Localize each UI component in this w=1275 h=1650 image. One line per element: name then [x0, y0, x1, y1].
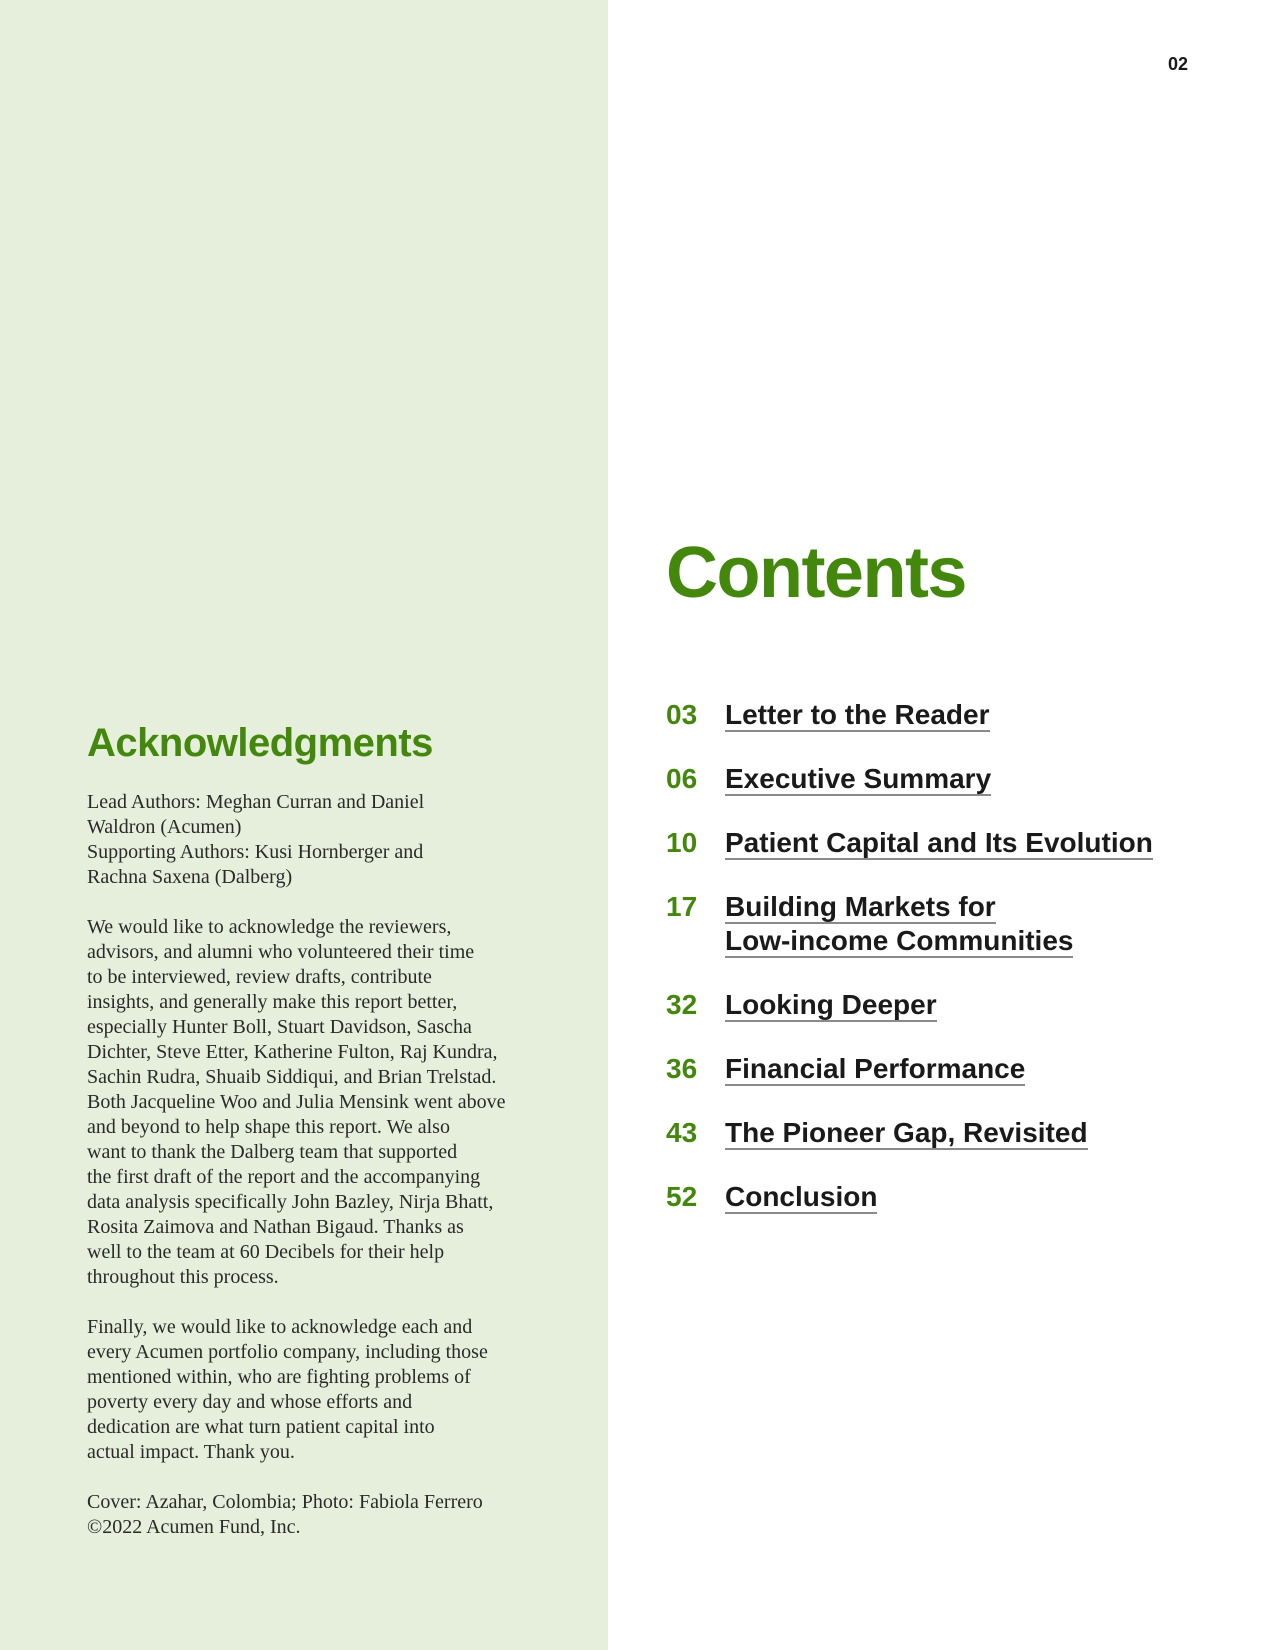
paragraph-line: Both Jacqueline Woo and Julia Mensink went above — [87, 1091, 506, 1113]
credits-line: Cover: Azahar, Colombia; Photo: Fabiola Ferrero — [87, 1491, 483, 1513]
toc-page-number: 43 — [666, 1117, 698, 1148]
toc-link-line — [725, 1116, 1088, 1150]
toc-link-text: Conclusion — [725, 1181, 878, 1212]
credits-text — [87, 1490, 567, 1540]
toc-link-line — [725, 890, 1073, 924]
toc-item-looking-deeper — [666, 988, 1226, 1022]
toc-link-conclusion[interactable] — [725, 1180, 877, 1214]
toc-link-line — [725, 762, 991, 796]
toc-link-looking-deeper[interactable] — [725, 988, 937, 1022]
paragraph-line: every Acumen portfolio company, including those — [87, 1341, 488, 1363]
paragraph-line: Finally, we would like to acknowledge each and — [87, 1316, 473, 1338]
toc-link-letter-to-the-reader[interactable] — [725, 698, 990, 732]
paragraph-line: well to the team at 60 Decibels for their help — [87, 1241, 445, 1263]
authors-text — [87, 790, 567, 890]
toc-link-text: Executive Summary — [725, 763, 992, 794]
toc-link-line — [725, 924, 1073, 958]
table-of-contents — [666, 698, 1226, 1244]
toc-link-text: Letter to the Reader — [725, 699, 990, 730]
toc-page-number: 17 — [666, 891, 698, 922]
authors-line: Waldron (Acumen) — [87, 816, 242, 838]
authors-line: Supporting Authors: Kusi Hornberger and — [87, 841, 424, 863]
toc-link-line — [725, 698, 990, 732]
toc-page-number: 06 — [666, 763, 698, 794]
acknowledgments-paragraph-1 — [87, 915, 567, 1290]
acknowledgments-section — [87, 718, 567, 1565]
paragraph-line: Sachin Rudra, Shuaib Siddiqui, and Brian Trelstad. — [87, 1066, 497, 1088]
paragraph-line: advisors, and alumni who volunteered their time — [87, 941, 475, 963]
paragraph-line: data analysis specifically John Bazley, Nirja Bhatt, — [87, 1191, 494, 1213]
paragraph-line: the first draft of the report and the accompanying — [87, 1166, 481, 1188]
toc-link-building-markets[interactable] — [725, 890, 1073, 958]
toc-link-text: The Pioneer Gap, Revisited — [725, 1117, 1088, 1148]
paragraph-line: especially Hunter Boll, Stuart Davidson, Sascha — [87, 1016, 472, 1038]
toc-link-line — [725, 826, 1153, 860]
toc-link-text: Patient Capital and Its Evolution — [725, 827, 1153, 858]
toc-page-number: 36 — [666, 1053, 698, 1084]
toc-item-pioneer-gap — [666, 1116, 1226, 1150]
paragraph-line: dedication are what turn patient capital into — [87, 1416, 435, 1438]
paragraph-line: actual impact. Thank you. — [87, 1441, 295, 1463]
toc-link-text: Financial Performance — [725, 1053, 1026, 1084]
contents-section — [666, 528, 1226, 1212]
toc-link-pioneer-gap[interactable] — [725, 1116, 1088, 1150]
acknowledgments-paragraph-2 — [87, 1315, 567, 1465]
paragraph-line: to be interviewed, review drafts, contribute — [87, 966, 432, 988]
toc-item-executive-summary — [666, 762, 1226, 796]
paragraph-line: insights, and generally make this report better, — [87, 991, 458, 1013]
paragraph-line: want to thank the Dalberg team that supported — [87, 1141, 458, 1163]
toc-item-building-markets — [666, 890, 1226, 958]
authors-line: Lead Authors: Meghan Curran and Daniel — [87, 791, 425, 813]
toc-link-text: Low-income Communities — [725, 925, 1074, 956]
paragraph-line: mentioned within, who are fighting problems of — [87, 1366, 471, 1388]
toc-link-patient-capital[interactable] — [725, 826, 1153, 860]
paragraph-line: poverty every day and whose efforts and — [87, 1391, 413, 1413]
page-number: 02 — [1167, 54, 1188, 74]
toc-link-line — [725, 1052, 1025, 1086]
authors-line: Rachna Saxena (Dalberg) — [87, 866, 293, 888]
toc-link-line — [725, 1180, 877, 1214]
toc-page-number: 32 — [666, 989, 698, 1020]
toc-link-line — [725, 988, 937, 1022]
acknowledgments-title: Acknowledgments — [87, 721, 433, 765]
toc-link-text: Building Markets for — [725, 891, 996, 922]
credits-line: ©2022 Acumen Fund, Inc. — [87, 1516, 301, 1538]
toc-item-financial-performance — [666, 1052, 1226, 1086]
paragraph-line: Rosita Zaimova and Nathan Bigaud. Thanks as — [87, 1216, 464, 1238]
toc-page-number: 03 — [666, 699, 698, 730]
contents-title: Contents — [666, 533, 966, 613]
toc-link-financial-performance[interactable] — [725, 1052, 1025, 1086]
toc-link-text: Looking Deeper — [725, 989, 937, 1020]
toc-item-letter-to-the-reader — [666, 698, 1226, 732]
toc-page-number: 10 — [666, 827, 698, 858]
paragraph-line: and beyond to help shape this report. We also — [87, 1116, 450, 1138]
paragraph-line: throughout this process. — [87, 1266, 279, 1288]
toc-page-number: 52 — [666, 1181, 698, 1212]
toc-item-patient-capital — [666, 826, 1226, 860]
toc-link-executive-summary[interactable] — [725, 762, 991, 796]
paragraph-line: Dichter, Steve Etter, Katherine Fulton, Raj Kundra, — [87, 1041, 498, 1063]
paragraph-line: We would like to acknowledge the reviewers, — [87, 916, 452, 938]
toc-item-conclusion — [666, 1180, 1226, 1214]
